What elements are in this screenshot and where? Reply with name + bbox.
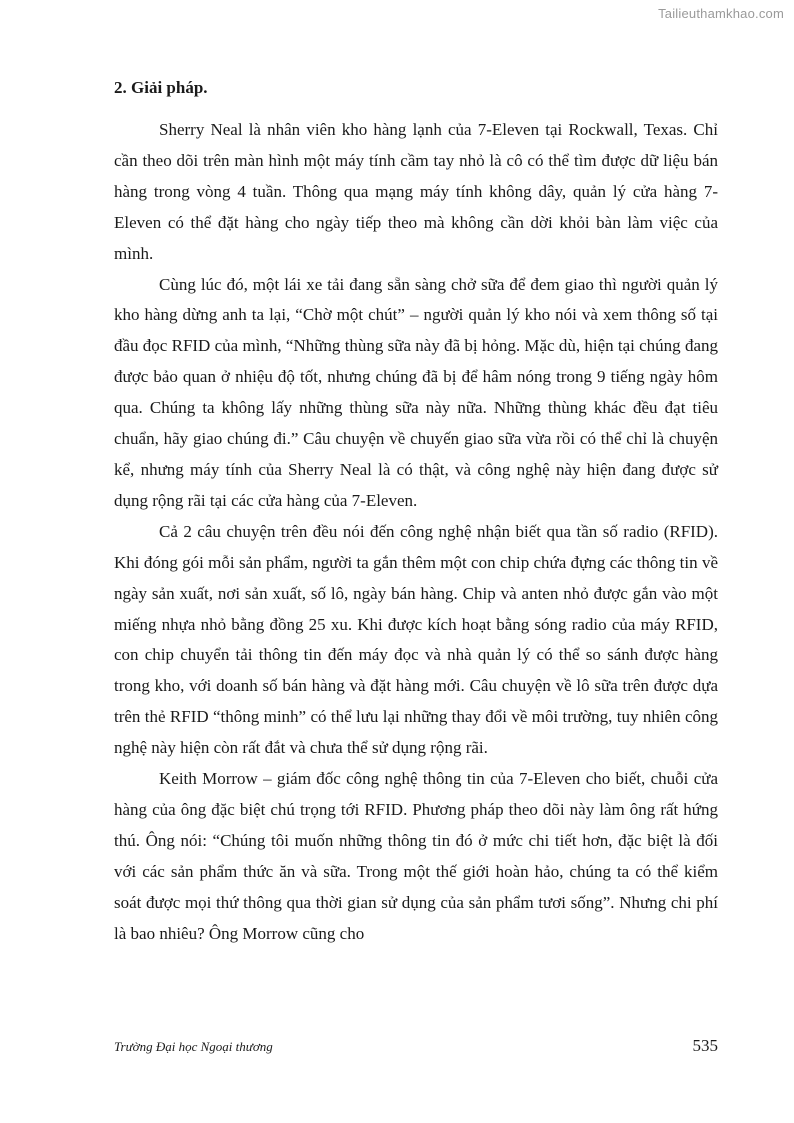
paragraph-2: Cùng lúc đó, một lái xe tải đang sẵn sàng chở sữa để đem giao thì người quản lý kho hàng dừng anh ta lại, “Chờ một chút” – người quản lý kho nói và xem thông số tại đầu đọc RFID của mình, “Những thùng sữa này đã bị hỏng. Mặc dù, hiện tại chúng đang được bảo quan ở nhiệu độ tốt, nhưng chúng đã bị để hâm nóng trong 9 tiếng ngày hôm qua. Chúng ta không lấy những thùng sữa này nữa. Những thùng khác đều đạt tiêu chuẩn, hãy giao chúng đi.” Câu chuyện về chuyến giao sữa vừa rồi có thể chỉ là chuyện kể, nhưng máy tính của Sherry Neal là có thật, và công nghệ này hiện đang được sử dụng rộng rãi tại các cửa hàng của 7-Eleven. [114, 274, 718, 510]
page-content [114, 77, 718, 949]
page-number: 535 [692, 1036, 718, 1055]
heading-gap [114, 99, 718, 115]
paragraph-1: Sherry Neal là nhân viên kho hàng lạnh của 7-Eleven tại Rockwall, Texas. Chỉ cần theo dõi trên màn hình một máy tính cầm tay nhỏ là cô có thể tìm được dữ liệu bán hàng trong vòng 4 tuần. Thông qua mạng máy tính không dây, quản lý cửa hàng 7-Eleven có thể đặt hàng cho ngày tiếp theo mà không cần dời khỏi bàn làm việc của mình. [114, 120, 718, 263]
footer-school-name: Trường Đại học Ngoại thương [114, 1039, 273, 1054]
section-heading: 2. Giải pháp. [114, 78, 208, 97]
watermark: Tailieuthamkhao.com [658, 6, 784, 21]
paragraph-3: Cả 2 câu chuyện trên đều nói đến công nghệ nhận biết qua tần số radio (RFID). Khi đóng gói mỗi sản phẩm, người ta gắn thêm một con chip chứa đựng các thông tin về ngày sản xuất, nơi sản xuất, số lô, ngày bán hàng. Chip và anten nhỏ được gắn vào một miếng nhựa nhỏ bằng đồng 25 xu. Khi được kích hoạt bằng sóng radio của máy RFID, con chip chuyển tải thông tin đến máy đọc và nhà quản lý có thể so sánh được hàng trong kho, với doanh số bán hàng và đặt hàng mới. Câu chuyện về lô sữa trên được dựa trên thẻ RFID “thông minh” có thể lưu lại những thay đổi về môi trường, tuy nhiên công nghệ này hiện còn rất đắt và chưa thể sử dụng rộng rãi. [114, 521, 718, 758]
paragraph-4: Keith Morrow – giám đốc công nghệ thông tin của 7-Eleven cho biết, chuỗi cửa hàng của ông đặc biệt chú trọng tới RFID. Phương pháp theo dõi này làm ông rất hứng thú. Ông nói: “Chúng tôi muốn những thông tin đó ở mức chi tiết hơn, đặc biệt là đối với các sản phẩm thức ăn và sữa. Trong một thế giới hoàn hảo, chúng ta có thể kiểm soát được mọi thứ thông qua thời gian sử dụng của sản phẩm tươi sống”. Nhưng chi phí là bao nhiêu? Ông Morrow cũng cho [114, 769, 718, 943]
page-footer [114, 1036, 718, 1056]
